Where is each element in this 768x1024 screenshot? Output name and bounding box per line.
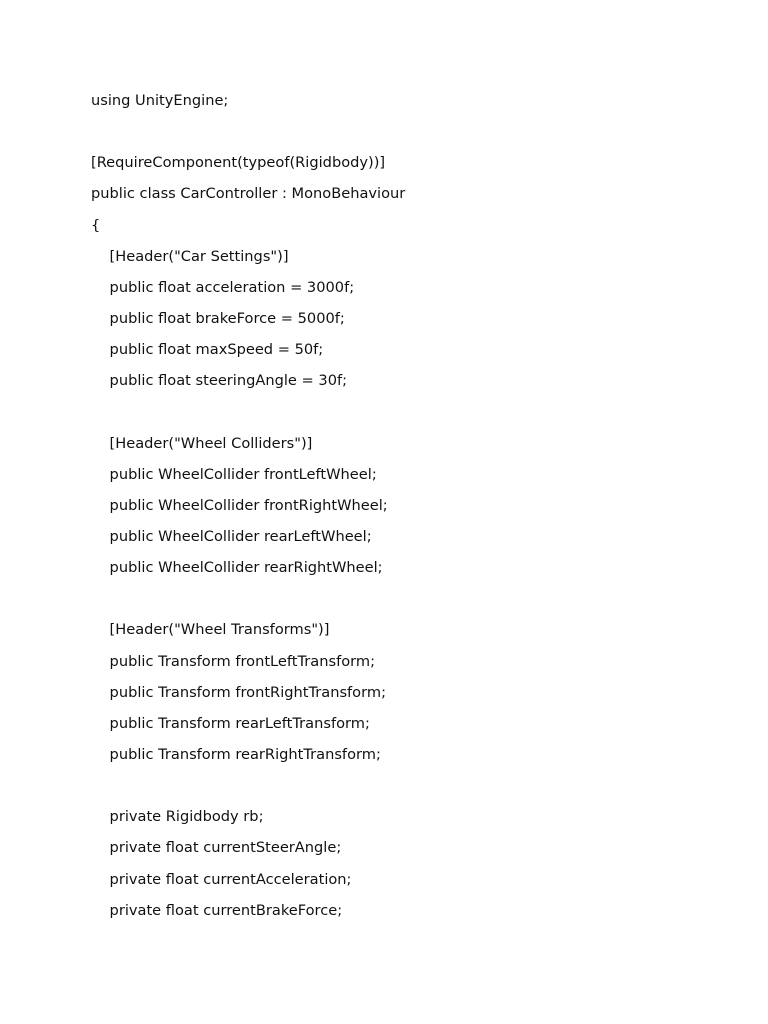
code-line: [RequireComponent(typeof(Rigidbody))] [91, 154, 386, 172]
code-line: public WheelCollider frontRightWheel; [91, 496, 388, 514]
code-line: public Transform frontRightTransform; [91, 683, 386, 701]
code-line: private Rigidbody rb; [91, 808, 264, 826]
code-line [91, 120, 405, 151]
code-line: public Transform rearRightTransform; [91, 745, 381, 763]
code-line: public WheelCollider rearRightWheel; [91, 559, 383, 577]
code-line [91, 587, 405, 618]
code-line: public float acceleration = 3000f; [91, 278, 355, 296]
code-line: public class CarController : MonoBehaviour [91, 185, 406, 203]
code-line: public float brakeForce = 5000f; [91, 309, 345, 327]
code-line: [Header("Car Settings")] [91, 247, 289, 265]
code-line: [Header("Wheel Transforms")] [91, 621, 330, 639]
code-line [91, 774, 405, 805]
code-line: public Transform rearLeftTransform; [91, 714, 370, 732]
code-line: private float currentBrakeForce; [91, 901, 343, 919]
code-line: using UnityEngine; [91, 92, 229, 109]
code-line: public WheelCollider rearLeftWheel; [91, 527, 372, 545]
code-line [91, 400, 405, 431]
code-line: public Transform frontLeftTransform; [91, 652, 376, 670]
code-block [91, 89, 405, 930]
code-line: { [91, 216, 101, 234]
code-line: private float currentAcceleration; [91, 870, 352, 888]
code-line: private float currentSteerAngle; [91, 839, 342, 857]
code-line: public float maxSpeed = 50f; [91, 341, 324, 359]
code-line: [Header("Wheel Colliders")] [91, 434, 313, 452]
code-line: public WheelCollider frontLeftWheel; [91, 465, 377, 483]
code-line: public float steeringAngle = 30f; [91, 372, 348, 390]
